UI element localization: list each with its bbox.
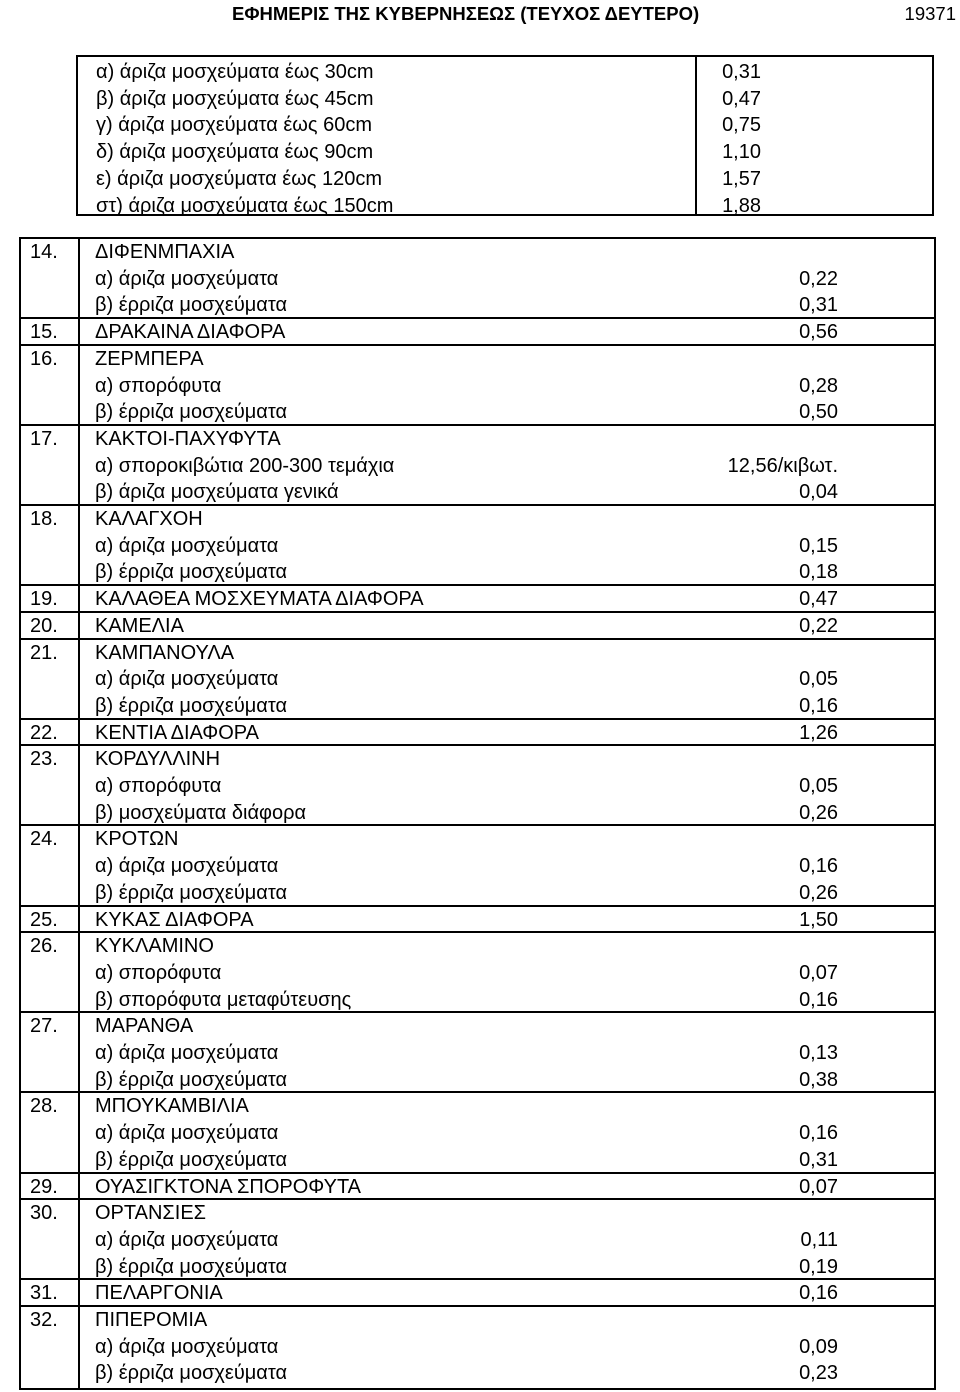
- price-value: 0,05: [799, 775, 838, 797]
- entry-number: 15.: [30, 321, 58, 344]
- price-value: 0,47: [722, 87, 761, 110]
- entry-subitem: β) μοσχεύματα διάφορα: [95, 801, 307, 824]
- entry-subitem: β) έρριζα μοσχεύματα: [95, 1068, 288, 1091]
- entry-name: ΚΑΛΑΓΧΟΗ: [95, 508, 203, 530]
- page-header: [0, 0, 960, 30]
- entry-number: 17.: [30, 427, 58, 450]
- price-value: 0,75: [722, 114, 761, 137]
- entry-name: ΠΕΛΑΡΓΟΝΙΑ: [95, 1282, 223, 1305]
- entry-subitem: α) άριζα μοσχεύματα: [95, 1042, 279, 1064]
- entry-subitem: α) άριζα μοσχεύματα: [95, 534, 279, 557]
- list-item: στ) άριζα μοσχεύματα έως 150cm: [96, 194, 394, 217]
- price-value: 0,31: [722, 61, 761, 83]
- price-value: 0,09: [799, 1335, 838, 1358]
- entry-number: 20.: [30, 614, 58, 637]
- entry-number: 24.: [30, 828, 58, 851]
- top-price-table: [76, 55, 934, 216]
- price-value: 0,47: [799, 588, 838, 611]
- entry-subitem: α) άριζα μοσχεύματα: [95, 267, 279, 290]
- entry-number: 16.: [30, 347, 58, 370]
- price-value: 0,26: [799, 801, 838, 824]
- price-value: 0,28: [799, 374, 838, 397]
- entry-subitem: β) άριζα μοσχεύματα γενικά: [95, 481, 339, 504]
- entry-name: ΖΕΡΜΠΕΡΑ: [95, 347, 204, 370]
- entry-subitem: α) σπορόφυτα: [95, 374, 222, 397]
- entry-name: ΟΡΤΑΝΣΙΕΣ: [95, 1202, 207, 1225]
- entry-subitem: α) άριζα μοσχεύματα: [95, 1335, 279, 1358]
- entry-subitem: α) άριζα μοσχεύματα: [95, 668, 279, 691]
- column-divider: [78, 239, 80, 1388]
- entry-subitem: β) έρριζα μοσχεύματα: [95, 1148, 288, 1171]
- entry-subitem: α) άριζα μοσχεύματα: [95, 1228, 279, 1251]
- price-value: 0,16: [799, 1122, 838, 1145]
- entry-name: ΟΥΑΣΙΓΚΤΟΝΑ ΣΠΟΡΟΦΥΤΑ: [95, 1175, 362, 1198]
- entry-number: 23.: [30, 748, 58, 771]
- price-value: 1,10: [722, 141, 761, 164]
- entry-number: 21.: [30, 641, 58, 664]
- entry-subitem: β) έρριζα μοσχεύματα: [95, 881, 288, 904]
- page-number: 19371: [904, 3, 956, 24]
- entry-name: ΚΕΝΤΙΑ ΔΙΑΦΟΡΑ: [95, 721, 259, 744]
- price-value: 0,31: [799, 1148, 838, 1171]
- entry-name: ΚΥΚΛΑΜΙΝΟ: [95, 935, 214, 958]
- entry-subitem: α) άριζα μοσχεύματα: [95, 855, 279, 878]
- price-value: 12,56/κιβωτ.: [727, 454, 838, 477]
- entry-name: ΚΑΜΠΑΝΟΥΛΑ: [95, 641, 235, 664]
- entry-name: ΚΑΜΕΛΙΑ: [95, 614, 184, 637]
- price-value: 1,88: [722, 194, 761, 217]
- price-value: 0,38: [799, 1068, 838, 1091]
- entry-number: 29.: [30, 1175, 58, 1198]
- entry-number: 32.: [30, 1309, 58, 1331]
- price-value: 0,19: [799, 1255, 838, 1278]
- entry-number: 22.: [30, 721, 58, 744]
- entry-name: ΚΡΟΤΩΝ: [95, 828, 179, 851]
- price-value: 0,16: [799, 988, 838, 1011]
- entry-number: 31.: [30, 1282, 58, 1305]
- entry-subitem: β) έρριζα μοσχεύματα: [95, 401, 288, 424]
- price-value: 0,07: [799, 1175, 838, 1198]
- entry-subitem: β) έρριζα μοσχεύματα: [95, 1255, 288, 1278]
- price-value: 0,31: [799, 294, 838, 317]
- price-value: 1,26: [799, 721, 838, 744]
- price-value: 0,22: [799, 614, 838, 637]
- entry-subitem: α) σποροκιβώτια 200-300 τεμάχια: [95, 454, 395, 477]
- entry-number: 25.: [30, 908, 58, 931]
- entry-name: ΜΑΡΑΝΘΑ: [95, 1015, 194, 1038]
- price-value: 0,26: [799, 881, 838, 904]
- price-value: 0,22: [799, 267, 838, 290]
- entry-subitem: α) σπορόφυτα: [95, 961, 222, 984]
- price-value: 0,07: [799, 961, 838, 984]
- price-value: 0,50: [799, 401, 838, 424]
- price-value: 0,16: [799, 1282, 838, 1305]
- price-value: 0,16: [799, 855, 838, 878]
- price-value: 0,05: [799, 668, 838, 691]
- entry-number: 14.: [30, 241, 58, 263]
- entry-number: 30.: [30, 1202, 58, 1225]
- entry-number: 28.: [30, 1095, 58, 1118]
- price-value: 0,23: [799, 1362, 838, 1385]
- price-value: 0,56: [799, 321, 838, 344]
- price-value: 0,18: [799, 561, 838, 584]
- list-item: ε) άριζα μοσχεύματα έως 120cm: [96, 167, 383, 190]
- price-value: 0,13: [799, 1042, 838, 1064]
- entry-name: ΜΠΟΥΚΑΜΒΙΛΙΑ: [95, 1095, 249, 1118]
- entry-name: ΚΑΛΑΘΕΑ ΜΟΣΧΕΥΜΑΤΑ ΔΙΑΦΟΡΑ: [95, 588, 424, 611]
- entry-number: 18.: [30, 508, 58, 530]
- entry-name: ΔΙΦΕΝΜΠΑΧΙΑ: [95, 241, 235, 263]
- entry-name: ΠΙΠΕΡΟΜΙΑ: [95, 1309, 208, 1331]
- entry-subitem: β) έρριζα μοσχεύματα: [95, 561, 288, 584]
- list-item: δ) άριζα μοσχεύματα έως 90cm: [96, 141, 374, 164]
- entry-name: ΚΥΚΑΣ ΔΙΑΦΟΡΑ: [95, 908, 254, 931]
- price-value: 0,15: [799, 534, 838, 557]
- entry-subitem: α) σπορόφυτα: [95, 775, 222, 797]
- entry-name: ΚΟΡΔΥΛΛΙΝΗ: [95, 748, 221, 771]
- list-item: α) άριζα μοσχεύματα έως 30cm: [96, 61, 374, 83]
- entry-subitem: α) άριζα μοσχεύματα: [95, 1122, 279, 1145]
- list-item: β) άριζα μοσχεύματα έως 45cm: [96, 87, 374, 110]
- price-value: 1,50: [799, 908, 838, 931]
- list-item: γ) άριζα μοσχεύματα έως 60cm: [96, 114, 372, 137]
- entry-subitem: β) έρριζα μοσχεύματα: [95, 694, 288, 717]
- entry-subitem: β) σπορόφυτα μεταφύτευσης: [95, 988, 352, 1011]
- entry-name: ΚΑΚΤΟΙ-ΠΑΧΥΦΥΤΑ: [95, 427, 281, 450]
- price-value: 0,04: [799, 481, 838, 504]
- entry-number: 26.: [30, 935, 58, 958]
- entry-name: ΔΡΑΚΑΙΝΑ ΔΙΑΦΟΡΑ: [95, 321, 286, 344]
- entry-number: 27.: [30, 1015, 58, 1038]
- entry-number: 19.: [30, 588, 58, 611]
- entry-subitem: β) έρριζα μοσχεύματα: [95, 294, 288, 317]
- price-value: 0,11: [800, 1228, 838, 1251]
- price-value: 0,16: [799, 694, 838, 717]
- gazette-title: ΕΦΗΜΕΡΙΣ ΤΗΣ ΚΥΒΕΡΝΗΣΕΩΣ (ΤΕΥΧΟΣ ΔΕΥΤΕΡΟ): [232, 3, 700, 24]
- entry-subitem: β) έρριζα μοσχεύματα: [95, 1362, 288, 1385]
- price-value: 1,57: [722, 167, 761, 190]
